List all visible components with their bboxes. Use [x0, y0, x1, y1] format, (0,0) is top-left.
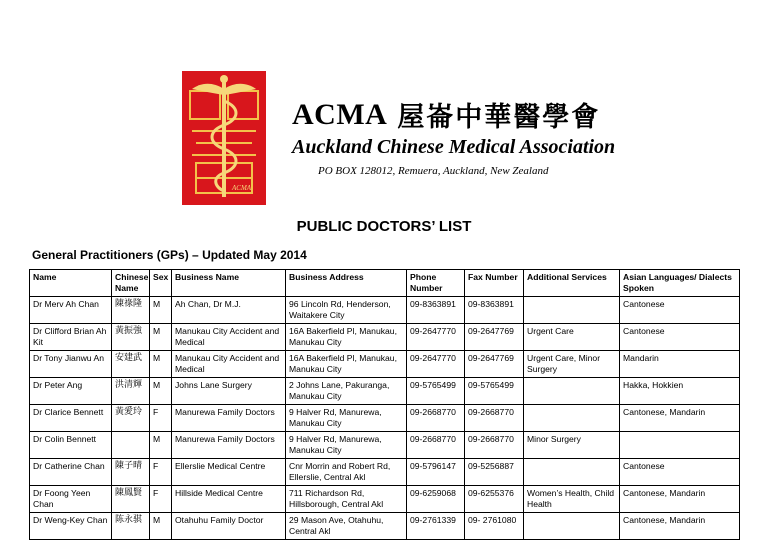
association-title-line	[292, 95, 732, 134]
column-header-business-name: Business Name	[172, 270, 286, 297]
table-row	[30, 513, 740, 540]
cell-name: Dr Catherine Chan	[30, 459, 112, 486]
cell-chinese-name	[112, 432, 150, 459]
cell-name: Dr Clifford Brian Ah Kit	[30, 324, 112, 351]
cell-name: Dr Peter Ang	[30, 378, 112, 405]
table-header-row	[30, 270, 740, 297]
cell-phone: 09-6259068	[407, 486, 465, 513]
page-title: PUBLIC DOCTORS’ LIST	[296, 218, 472, 235]
table-row	[30, 297, 740, 324]
cell-additional-services	[524, 405, 620, 432]
cell-name: Dr Foong Yeen Chan	[30, 486, 112, 513]
cell-business-name: Manukau City Accident and Medical	[172, 351, 286, 378]
cell-languages: Cantonese	[620, 459, 740, 486]
cell-name: Dr Colin Bennett	[30, 432, 112, 459]
association-address: PO BOX 128012, Remuera, Auckland, New Zealand	[318, 165, 549, 177]
cell-business-name: Manurewa Family Doctors	[172, 432, 286, 459]
cell-additional-services	[524, 459, 620, 486]
cell-additional-services: Urgent Care	[524, 324, 620, 351]
association-full-name: Auckland Chinese Medical Association	[292, 136, 616, 158]
table-row	[30, 486, 740, 513]
column-header-phone: Phone Number	[407, 270, 465, 297]
table-row	[30, 432, 740, 459]
cell-additional-services: Minor Surgery	[524, 432, 620, 459]
cell-languages: Cantonese, Mandarin	[620, 486, 740, 513]
cell-phone: 09-5765499	[407, 378, 465, 405]
cell-fax: 09- 2761080	[465, 513, 524, 540]
table-row	[30, 405, 740, 432]
cell-phone: 09-2668770	[407, 432, 465, 459]
cell-fax: 09-2647769	[465, 351, 524, 378]
cell-additional-services	[524, 513, 620, 540]
cell-business-name: Hillside Medical Centre	[172, 486, 286, 513]
column-header-business-address: Business Address	[286, 270, 407, 297]
cell-languages: Mandarin	[620, 351, 740, 378]
cell-fax: 09-2647769	[465, 324, 524, 351]
cell-business-name: Manurewa Family Doctors	[172, 405, 286, 432]
cell-additional-services	[524, 378, 620, 405]
cell-business-name: Ellerslie Medical Centre	[172, 459, 286, 486]
cell-chinese-name: 黃愛玲	[112, 405, 150, 432]
cell-phone: 09-2668770	[407, 405, 465, 432]
caduceus-icon	[182, 71, 266, 205]
cell-sex: M	[150, 324, 172, 351]
column-header-additional-services: Additional Services	[524, 270, 620, 297]
cell-additional-services: Urgent Care, Minor Surgery	[524, 351, 620, 378]
table-body	[30, 297, 740, 540]
cell-sex: M	[150, 513, 172, 540]
cell-fax: 09-6255376	[465, 486, 524, 513]
cell-fax: 09-5765499	[465, 378, 524, 405]
cell-chinese-name: 洪清輝	[112, 378, 150, 405]
table-row	[30, 351, 740, 378]
cell-business-address: 711 Richardson Rd, Hillsborough, Central Akl	[286, 486, 407, 513]
acma-acronym: ACMA	[292, 97, 388, 131]
cell-sex: F	[150, 486, 172, 513]
table-row	[30, 459, 740, 486]
cell-languages: Cantonese	[620, 324, 740, 351]
cell-chinese-name: 安建武	[112, 351, 150, 378]
cell-business-name: Otahuhu Family Doctor	[172, 513, 286, 540]
cell-business-address: 29 Mason Ave, Otahuhu, Central Akl	[286, 513, 407, 540]
cell-business-name: Ah Chan, Dr M.J.	[172, 297, 286, 324]
cell-sex: M	[150, 351, 172, 378]
column-header-fax: Fax Number	[465, 270, 524, 297]
doctors-table	[29, 269, 740, 540]
cell-additional-services	[524, 297, 620, 324]
cell-sex: M	[150, 432, 172, 459]
cell-phone: 09-2761339	[407, 513, 465, 540]
table-row	[30, 378, 740, 405]
cell-sex: M	[150, 297, 172, 324]
cell-chinese-name: 陈永骐	[112, 513, 150, 540]
column-header-sex: Sex	[150, 270, 172, 297]
cell-name: Dr Weng-Key Chan	[30, 513, 112, 540]
cell-name: Dr Merv Ah Chan	[30, 297, 112, 324]
cell-business-name: Johns Lane Surgery	[172, 378, 286, 405]
cell-business-address: 9 Halver Rd, Manurewa, Manukau City	[286, 405, 407, 432]
cell-chinese-name: 陳鳳賢	[112, 486, 150, 513]
table-row	[30, 324, 740, 351]
cell-business-address: 16A Bakerfield Pl, Manukau, Manukau City	[286, 324, 407, 351]
page-subtitle: General Practitioners (GPs) – Updated May 2014	[32, 248, 307, 262]
acma-chinese-name: 屋崙中華醫學會	[397, 102, 601, 133]
cell-business-address: 9 Halver Rd, Manurewa, Manukau City	[286, 432, 407, 459]
cell-phone: 09-2647770	[407, 351, 465, 378]
cell-phone: 09-5796147	[407, 459, 465, 486]
cell-business-address: Cnr Morrin and Robert Rd, Ellerslie, Central Akl	[286, 459, 407, 486]
cell-languages: Cantonese	[620, 297, 740, 324]
cell-languages: Cantonese, Mandarin	[620, 405, 740, 432]
cell-fax: 09-8363891	[465, 297, 524, 324]
column-header-chinese-name: Chinese Name	[112, 270, 150, 297]
cell-business-address: 2 Johns Lane, Pakuranga, Manukau City	[286, 378, 407, 405]
cell-languages: Cantonese, Mandarin	[620, 513, 740, 540]
cell-fax: 09-2668770	[465, 405, 524, 432]
cell-chinese-name: 陳子晴	[112, 459, 150, 486]
cell-sex: F	[150, 405, 172, 432]
cell-name: Dr Tony Jianwu An	[30, 351, 112, 378]
cell-languages	[620, 432, 740, 459]
cell-phone: 09-2647770	[407, 324, 465, 351]
cell-business-address: 16A Bakerfield Pl, Manukau, Manukau City	[286, 351, 407, 378]
letterhead	[0, 0, 768, 215]
cell-sex: M	[150, 378, 172, 405]
cell-chinese-name: 黃振強	[112, 324, 150, 351]
cell-chinese-name: 陳祿隆	[112, 297, 150, 324]
association-name-block	[292, 95, 732, 177]
cell-languages: Hakka, Hokkien	[620, 378, 740, 405]
column-header-languages: Asian Languages/ Dialects Spoken	[620, 270, 740, 297]
logo-caption: ACMA	[232, 184, 252, 192]
cell-business-address: 96 Lincoln Rd, Henderson, Waitakere City	[286, 297, 407, 324]
cell-phone: 09-8363891	[407, 297, 465, 324]
acma-logo	[182, 71, 266, 205]
cell-fax: 09-2668770	[465, 432, 524, 459]
cell-additional-services: Women’s Health, Child Health	[524, 486, 620, 513]
cell-name: Dr Clarice Bennett	[30, 405, 112, 432]
cell-business-name: Manukau City Accident and Medical	[172, 324, 286, 351]
cell-sex: F	[150, 459, 172, 486]
cell-fax: 09-5256887	[465, 459, 524, 486]
column-header-name: Name	[30, 270, 112, 297]
